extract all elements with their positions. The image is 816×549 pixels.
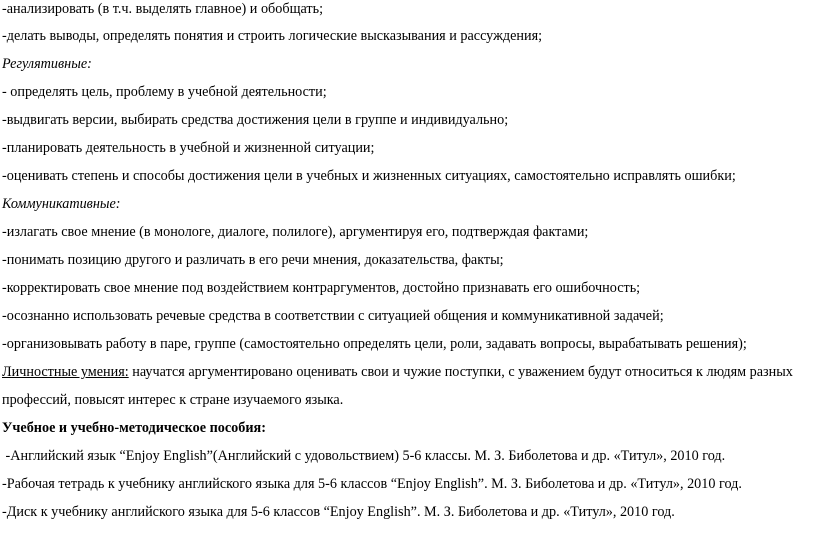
text-line: -излагать свое мнение (в монологе, диалоге, полилоге), аргументируя его, подтверждая фактами; [2,224,589,240]
manual-item: -Диск к учебнику английского языка для 5-6 классов “Enjoy English”. М. З. Биболетова и др. «Титул», 2010 год. [2,504,675,520]
personal-skills-label: Личностные умения: [2,364,129,380]
section-heading-communicative: Коммуникативные: [2,196,121,212]
section-heading-regulatory: Регулятивные: [2,56,92,72]
personal-skills-continuation: профессий, повысят интерес к стране изучаемого языка. [2,392,344,408]
text-line: -корректировать свое мнение под воздействием контраргументов, достойно признавать его ошибочность; [2,280,641,296]
manual-item: -Рабочая тетрадь к учебнику английского языка для 5-6 классов “Enjoy English”. М. З. Биболетова и др. «Титул», 2010 год. [2,476,742,492]
text-line: -оценивать степень и способы достижения цели в учебных и жизненных ситуациях, самостоятельно исправлять ошибки; [2,168,736,184]
text-line: - определять цель, проблему в учебной деятельности; [2,84,327,100]
text-line: -организовывать работу в паре, группе (самостоятельно определять цели, роли, задавать вопросы, вырабатывать решения); [2,336,747,352]
personal-skills-text: научатся аргументировано оценивать свои и чужие поступки, с уважением будут относиться к людям разных [128,364,793,380]
text-line: -делать выводы, определять понятия и строить логические высказывания и рассуждения; [2,28,543,44]
text-line: -планировать деятельность в учебной и жизненной ситуации; [2,140,375,156]
manuals-heading: Учебное и учебно-методическое пособия: [2,420,266,436]
text-line: -анализировать (в т.ч. выделять главное) и обобщать; [2,1,324,17]
text-line: -выдвигать версии, выбирать средства достижения цели в группе и индивидуально; [2,112,509,128]
text-line: -понимать позицию другого и различать в его речи мнения, доказательства, факты; [2,252,504,268]
personal-skills-line [2,363,793,381]
text-line: -осознанно использовать речевые средства в соответствии с ситуацией общения и коммуникативной задачей; [2,308,664,324]
manual-item: -Английский язык “Enjoy English”(Английский с удовольствием) 5-6 классы. М. З. Биболетова и др. «Титул», 2010 год. [2,448,726,464]
